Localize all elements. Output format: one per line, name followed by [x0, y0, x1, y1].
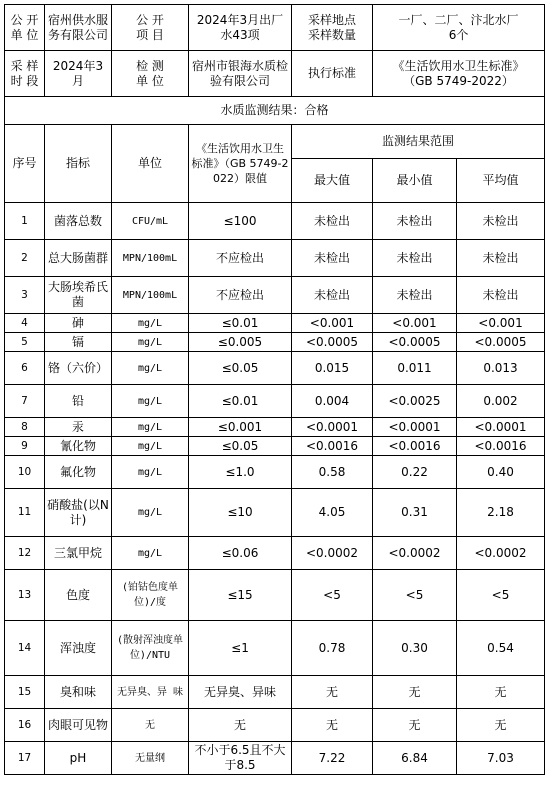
- row-index: 1: [5, 203, 45, 240]
- row-indicator: 硝酸盐(以N计): [45, 489, 112, 537]
- row-unit: mg/L: [112, 352, 189, 385]
- row-limit: ≤0.05: [189, 352, 292, 385]
- row-avg: 0.40: [457, 456, 545, 489]
- row-limit: ≤15: [189, 570, 292, 621]
- row-indicator: 大肠埃希氏菌: [45, 277, 112, 314]
- row-unit: CFU/mL: [112, 203, 189, 240]
- col-limit: 《生活饮用水卫生标准》（GB 5749-2022）限值: [189, 125, 292, 203]
- row-index: 12: [5, 537, 45, 570]
- row-indicator: 砷: [45, 314, 112, 333]
- row-unit: MPN/100mL: [112, 277, 189, 314]
- row-indicator: pH: [45, 742, 112, 775]
- row-max: 未检出: [292, 240, 373, 277]
- row-limit: ≤0.01: [189, 314, 292, 333]
- row-avg: <0.0005: [457, 333, 545, 352]
- row-avg: <0.001: [457, 314, 545, 333]
- standard: 《生活饮用水卫生标准》 （GB 5749-2022）: [373, 51, 545, 97]
- row-index: 8: [5, 418, 45, 437]
- row-indicator: 臭和味: [45, 676, 112, 709]
- row-min: <0.0025: [373, 385, 457, 418]
- row-max: <5: [292, 570, 373, 621]
- row-unit: mg/L: [112, 456, 189, 489]
- table-row: [5, 333, 545, 352]
- row-max: 未检出: [292, 203, 373, 240]
- row-unit: mg/L: [112, 437, 189, 456]
- row-min: <0.0001: [373, 418, 457, 437]
- row-unit: (铂钴色度单位)/度: [112, 570, 189, 621]
- row-avg: 无: [457, 676, 545, 709]
- row-indicator: 菌落总数: [45, 203, 112, 240]
- row-unit: mg/L: [112, 385, 189, 418]
- row-limit: ≤10: [189, 489, 292, 537]
- col-unit: 单位: [112, 125, 189, 203]
- row-limit: ≤0.06: [189, 537, 292, 570]
- sample-location-label: 采样地点 采样数量: [292, 5, 373, 51]
- test-unit: 宿州市银海水质检验有限公司: [189, 51, 292, 97]
- table-row: [5, 456, 545, 489]
- row-indicator: 铅: [45, 385, 112, 418]
- sample-location: 一厂、二厂、汴北水厂 6个: [373, 5, 545, 51]
- result-line: 水质监测结果：合格: [5, 97, 545, 125]
- row-unit: mg/L: [112, 489, 189, 537]
- row-index: 11: [5, 489, 45, 537]
- row-avg: 0.013: [457, 352, 545, 385]
- row-index: 7: [5, 385, 45, 418]
- row-unit: MPN/100mL: [112, 240, 189, 277]
- row-avg: <5: [457, 570, 545, 621]
- row-max: 0.015: [292, 352, 373, 385]
- row-min: 0.22: [373, 456, 457, 489]
- row-avg: 0.54: [457, 621, 545, 676]
- row-limit: ≤0.005: [189, 333, 292, 352]
- row-min: 0.011: [373, 352, 457, 385]
- table-row: [5, 489, 545, 537]
- sample-period-label: 采 样 时 段: [5, 51, 45, 97]
- row-limit: ≤100: [189, 203, 292, 240]
- row-index: 16: [5, 709, 45, 742]
- row-max: <0.001: [292, 314, 373, 333]
- col-range: 监测结果范围: [292, 125, 545, 159]
- table-row: [5, 709, 545, 742]
- row-limit: ≤0.001: [189, 418, 292, 437]
- col-indicator: 指标: [45, 125, 112, 203]
- table-row: [5, 203, 545, 240]
- table-row: [5, 437, 545, 456]
- row-indicator: 氟化物: [45, 456, 112, 489]
- row-max: 未检出: [292, 277, 373, 314]
- row-indicator: 三氯甲烷: [45, 537, 112, 570]
- row-avg: 未检出: [457, 240, 545, 277]
- public-unit: 宿州供水服务有限公司: [45, 5, 112, 51]
- row-index: 17: [5, 742, 45, 775]
- row-min: 0.30: [373, 621, 457, 676]
- row-limit: ≤0.01: [189, 385, 292, 418]
- row-index: 10: [5, 456, 45, 489]
- col-index: 序号: [5, 125, 45, 203]
- table-row: [5, 742, 545, 775]
- row-max: 0.58: [292, 456, 373, 489]
- row-indicator: 肉眼可见物: [45, 709, 112, 742]
- table-row: [5, 240, 545, 277]
- row-avg: 2.18: [457, 489, 545, 537]
- table-row: [5, 352, 545, 385]
- row-index: 5: [5, 333, 45, 352]
- row-limit: ≤1.0: [189, 456, 292, 489]
- row-avg: 0.002: [457, 385, 545, 418]
- row-avg: 未检出: [457, 277, 545, 314]
- row-min: 0.31: [373, 489, 457, 537]
- row-min: 未检出: [373, 203, 457, 240]
- row-indicator: 总大肠菌群: [45, 240, 112, 277]
- water-quality-table: [4, 4, 545, 775]
- row-avg: <0.0016: [457, 437, 545, 456]
- row-indicator: 铬（六价）: [45, 352, 112, 385]
- row-indicator: 色度: [45, 570, 112, 621]
- row-index: 9: [5, 437, 45, 456]
- row-avg: 7.03: [457, 742, 545, 775]
- table-row: [5, 385, 545, 418]
- row-avg: 无: [457, 709, 545, 742]
- row-max: 7.22: [292, 742, 373, 775]
- row-min: <0.0002: [373, 537, 457, 570]
- table-row: [5, 570, 545, 621]
- row-index: 3: [5, 277, 45, 314]
- col-min: 最小值: [373, 159, 457, 203]
- row-max: 0.78: [292, 621, 373, 676]
- row-index: 6: [5, 352, 45, 385]
- row-index: 13: [5, 570, 45, 621]
- public-item: 2024年3月出厂水43项: [189, 5, 292, 51]
- row-limit: 无异臭、异味: [189, 676, 292, 709]
- row-limit: 不小于6.5且不大于8.5: [189, 742, 292, 775]
- sample-period: 2024年3月: [45, 51, 112, 97]
- row-avg: <0.0001: [457, 418, 545, 437]
- row-min: <0.0005: [373, 333, 457, 352]
- row-unit: 无异臭、异 味: [112, 676, 189, 709]
- row-indicator: 氰化物: [45, 437, 112, 456]
- row-max: <0.0005: [292, 333, 373, 352]
- row-min: 未检出: [373, 277, 457, 314]
- table-row: [5, 676, 545, 709]
- row-indicator: 镉: [45, 333, 112, 352]
- table-row: [5, 418, 545, 437]
- row-avg: <0.0002: [457, 537, 545, 570]
- test-unit-label: 检 测 单 位: [112, 51, 189, 97]
- row-min: <0.001: [373, 314, 457, 333]
- row-unit: 无: [112, 709, 189, 742]
- row-avg: 未检出: [457, 203, 545, 240]
- row-unit: mg/L: [112, 314, 189, 333]
- row-max: 0.004: [292, 385, 373, 418]
- row-index: 4: [5, 314, 45, 333]
- row-unit: mg/L: [112, 537, 189, 570]
- col-avg: 平均值: [457, 159, 545, 203]
- row-unit: 无量纲: [112, 742, 189, 775]
- standard-label: 执行标准: [292, 51, 373, 97]
- row-limit: 不应检出: [189, 240, 292, 277]
- row-max: 无: [292, 709, 373, 742]
- row-limit: ≤0.05: [189, 437, 292, 456]
- row-index: 14: [5, 621, 45, 676]
- row-max: <0.0016: [292, 437, 373, 456]
- table-row: [5, 314, 545, 333]
- row-index: 15: [5, 676, 45, 709]
- row-unit: mg/L: [112, 418, 189, 437]
- public-unit-label: 公 开 单 位: [5, 5, 45, 51]
- col-max: 最大值: [292, 159, 373, 203]
- row-max: 无: [292, 676, 373, 709]
- row-max: <0.0002: [292, 537, 373, 570]
- row-unit: (散射浑浊度单位)/NTU: [112, 621, 189, 676]
- row-unit: mg/L: [112, 333, 189, 352]
- row-index: 2: [5, 240, 45, 277]
- row-limit: ≤1: [189, 621, 292, 676]
- table-row: [5, 621, 545, 676]
- row-min: 无: [373, 676, 457, 709]
- row-indicator: 汞: [45, 418, 112, 437]
- row-min: 无: [373, 709, 457, 742]
- row-min: 未检出: [373, 240, 457, 277]
- row-min: <5: [373, 570, 457, 621]
- row-indicator: 浑浊度: [45, 621, 112, 676]
- row-max: <0.0001: [292, 418, 373, 437]
- table-row: [5, 537, 545, 570]
- row-min: 6.84: [373, 742, 457, 775]
- public-item-label: 公 开 项 目: [112, 5, 189, 51]
- table-row: [5, 277, 545, 314]
- row-limit: 不应检出: [189, 277, 292, 314]
- row-limit: 无: [189, 709, 292, 742]
- row-min: <0.0016: [373, 437, 457, 456]
- row-max: 4.05: [292, 489, 373, 537]
